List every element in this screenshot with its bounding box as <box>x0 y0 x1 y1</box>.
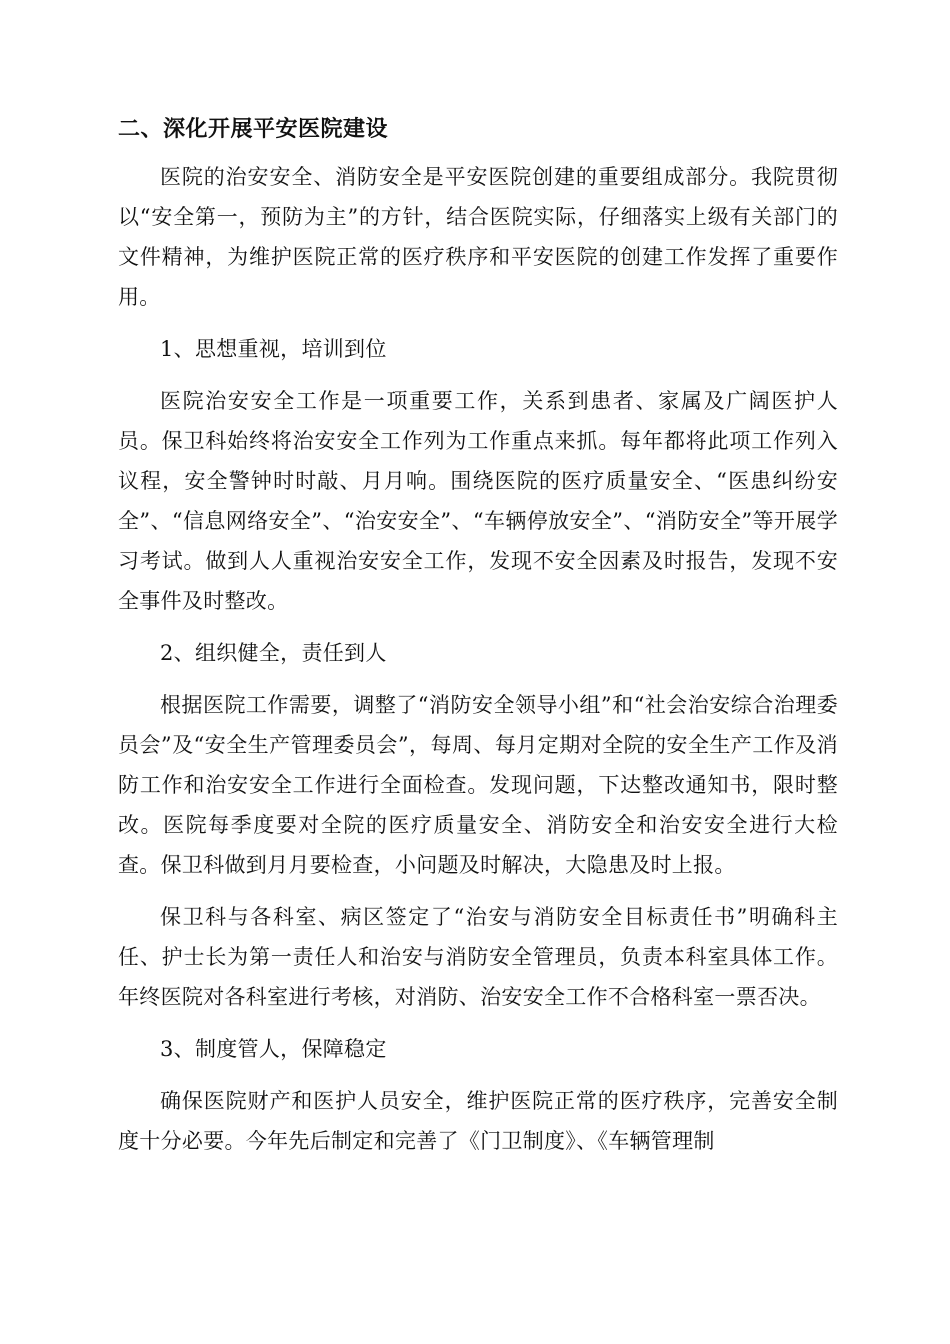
subsection-3-paragraph-1: 确保医院财产和医护人员安全，维护医院正常的医疗秩序，完善安全制度十分必要。今年先后制定和完善了《门卫制度》、《车辆管理制 <box>118 1089 838 1153</box>
subsection-title-3: 3、制度管人，保障稳定 <box>160 1037 387 1061</box>
subsection-title-2: 2、组织健全，责任到人 <box>160 641 387 665</box>
subsection-title-1: 1、思想重视，培训到位 <box>160 337 387 361</box>
document-body <box>118 111 838 1173</box>
subsection-2-paragraph-2: 保卫科与各科室、病区签定了“治安与消防安全目标责任书”明确科主任、护士长为第一责任人和治安与消防安全管理员，负责本科室具体工作。年终医院对各科室进行考核，对消防、治安安全工作不合格科室一票否决。 <box>118 905 838 1009</box>
intro-paragraph: 医院的治安安全、消防安全是平安医院创建的重要组成部分。我院贯彻以“安全第一，预防为主”的方针，结合医院实际，仔细落实上级有关部门的文件精神，为维护医院正常的医疗秩序和平安医院的创建工作发挥了重要作用。 <box>118 165 838 309</box>
subsection-2-paragraph-1: 根据医院工作需要，调整了“消防安全领导小组”和“社会治安综合治理委员会”及“安全生产管理委员会”，每周、每月定期对全院的安全生产工作及消防工作和治安安全工作进行全面检查。发现问题，下达整改通知书，限时整改。医院每季度要对全院的医疗质量安全、消防安全和治安安全进行大检查。保卫科做到月月要检查，小问题及时解决，大隐患及时上报。 <box>118 693 838 877</box>
subsection-1-paragraph-1: 医院治安安全工作是一项重要工作，关系到患者、家属及广阔医护人员。保卫科始终将治安安全工作列为工作重点来抓。每年都将此项工作列入议程，安全警钟时时敲、月月响。围绕医院的医疗质量安全、“医患纠纷安全”、“信息网络安全”、“治安安全”、“车辆停放安全”、“消防安全”等开展学习考试。做到人人重视治安安全工作，发现不安全因素及时报告，发现不安全事件及时整改。 <box>118 389 838 613</box>
section-heading: 二、深化开展平安医院建设 <box>118 116 389 142</box>
